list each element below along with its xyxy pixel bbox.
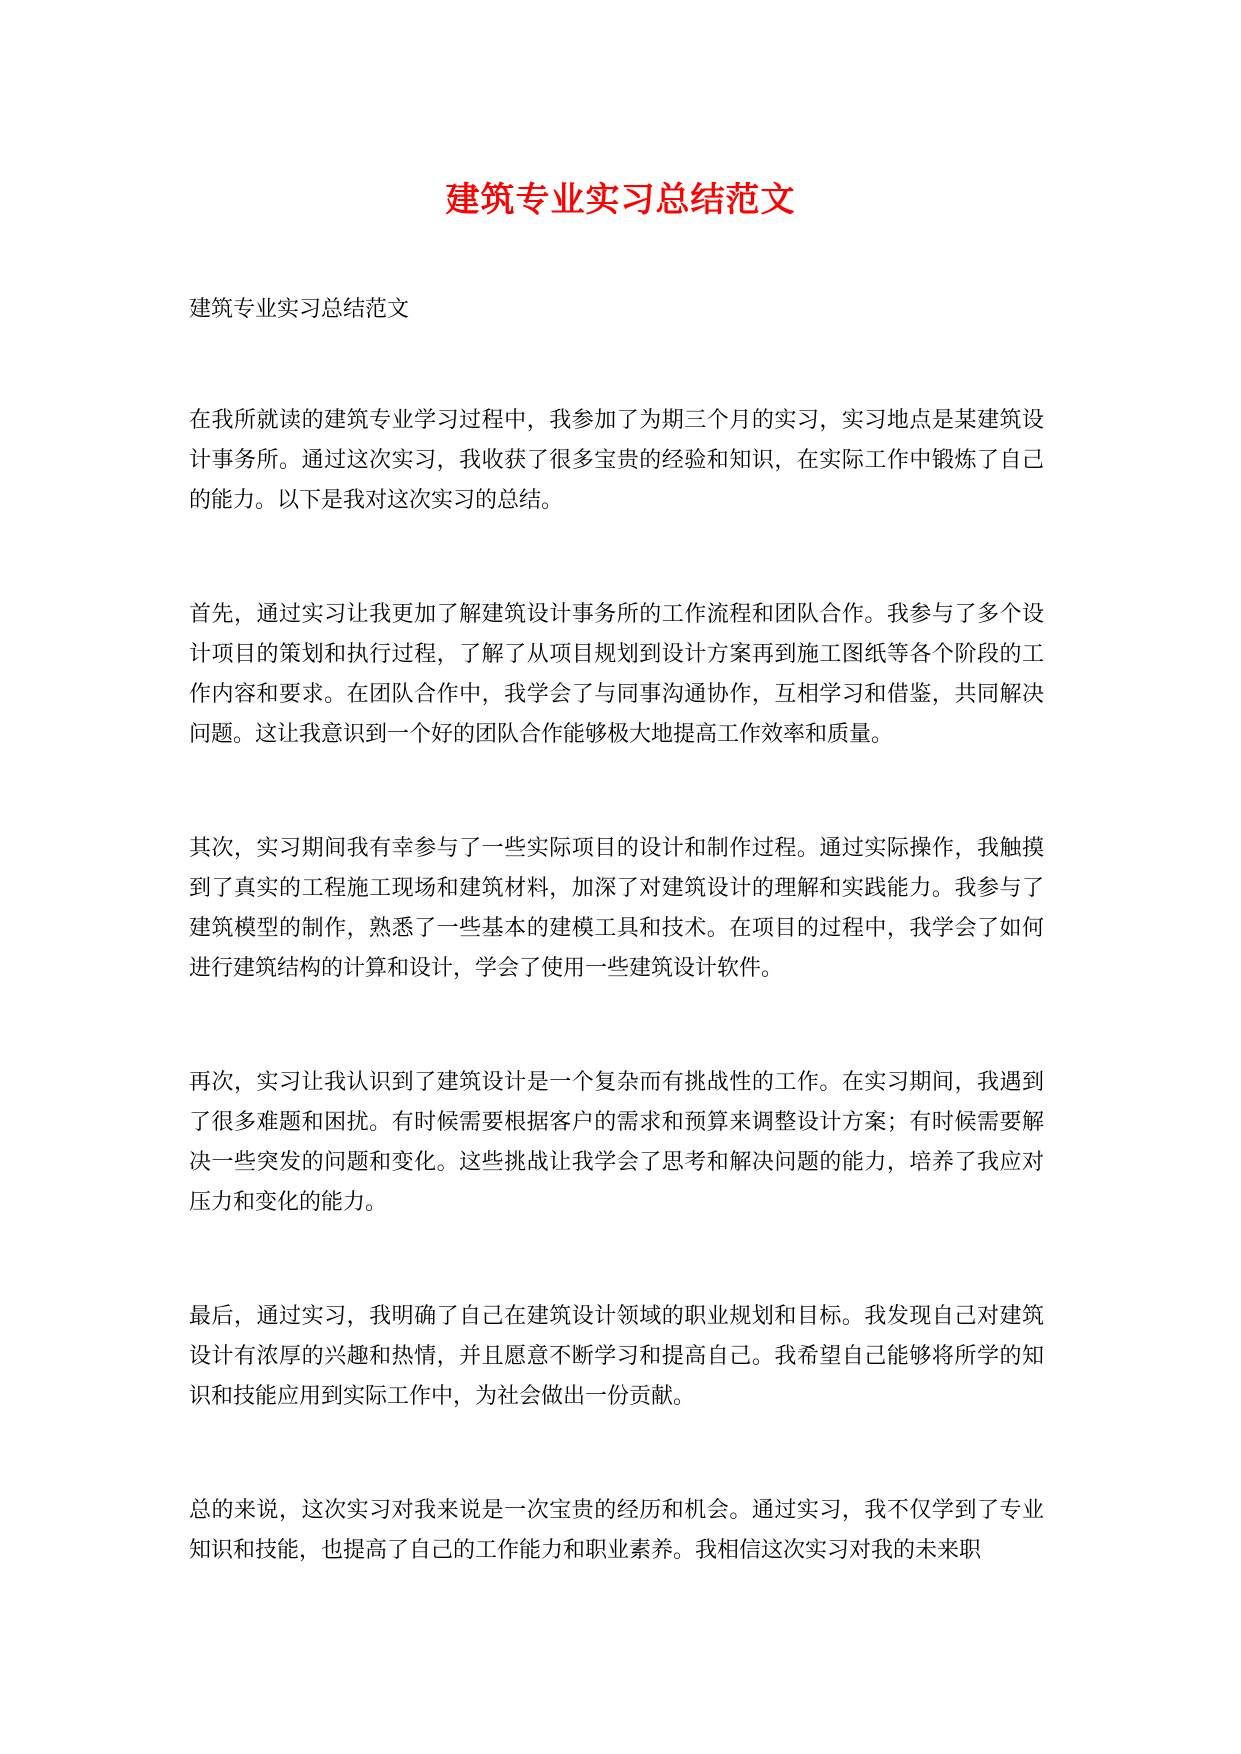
document-subtitle: 建筑专业实习总结范文 bbox=[189, 297, 410, 322]
paragraph-last: 最后，通过实习，我明确了自己在建筑设计领域的职业规划和目标。我发现自己对建筑设计有浓厚的兴趣和热情，并且愿意不断学习和提高自己。我希望自己能够将所学的知识和技能应用到实际工作中，为社会做出一份贡献。 bbox=[189, 1304, 1044, 1409]
document-title: 建筑专业实习总结范文 bbox=[445, 180, 796, 220]
paragraph-third: 再次，实习让我认识到了建筑设计是一个复杂而有挑战性的工作。在实习期间，我遇到了很多难题和困扰。有时候需要根据客户的需求和预算来调整设计方案；有时候需要解决一些突发的问题和变化。这些挑战让我学会了思考和解决问题的能力，培养了我应对压力和变化的能力。 bbox=[189, 1070, 1044, 1215]
paragraph-intro: 在我所就读的建筑专业学习过程中，我参加了为期三个月的实习，实习地点是某建筑设计事务所。通过这次实习，我收获了很多宝贵的经验和知识，在实际工作中锻炼了自己的能力。以下是我对这次实习的总结。 bbox=[189, 408, 1044, 513]
document-body bbox=[189, 290, 1044, 1645]
paragraph-summary: 总的来说，这次实习对我来说是一次宝贵的经历和机会。通过实习，我不仅学到了专业知识和技能，也提高了自己的工作能力和职业素养。我相信这次实习对我的未来职 bbox=[189, 1498, 1044, 1563]
paragraph-first: 首先，通过实习让我更加了解建筑设计事务所的工作流程和团队合作。我参与了多个设计项目的策划和执行过程，了解了从项目规划到设计方案再到施工图纸等各个阶段的工作内容和要求。在团队合作中，我学会了与同事沟通协作，互相学习和借鉴，共同解决问题。这让我意识到一个好的团队合作能够极大地提高工作效率和质量。 bbox=[189, 602, 1044, 747]
paragraph-second: 其次，实习期间我有幸参与了一些实际项目的设计和制作过程。通过实际操作，我触摸到了真实的工程施工现场和建筑材料，加深了对建筑设计的理解和实践能力。我参与了建筑模型的制作，熟悉了一些基本的建模工具和技术。在项目的过程中，我学会了如何进行建筑结构的计算和设计，学会了使用一些建筑设计软件。 bbox=[189, 836, 1044, 981]
